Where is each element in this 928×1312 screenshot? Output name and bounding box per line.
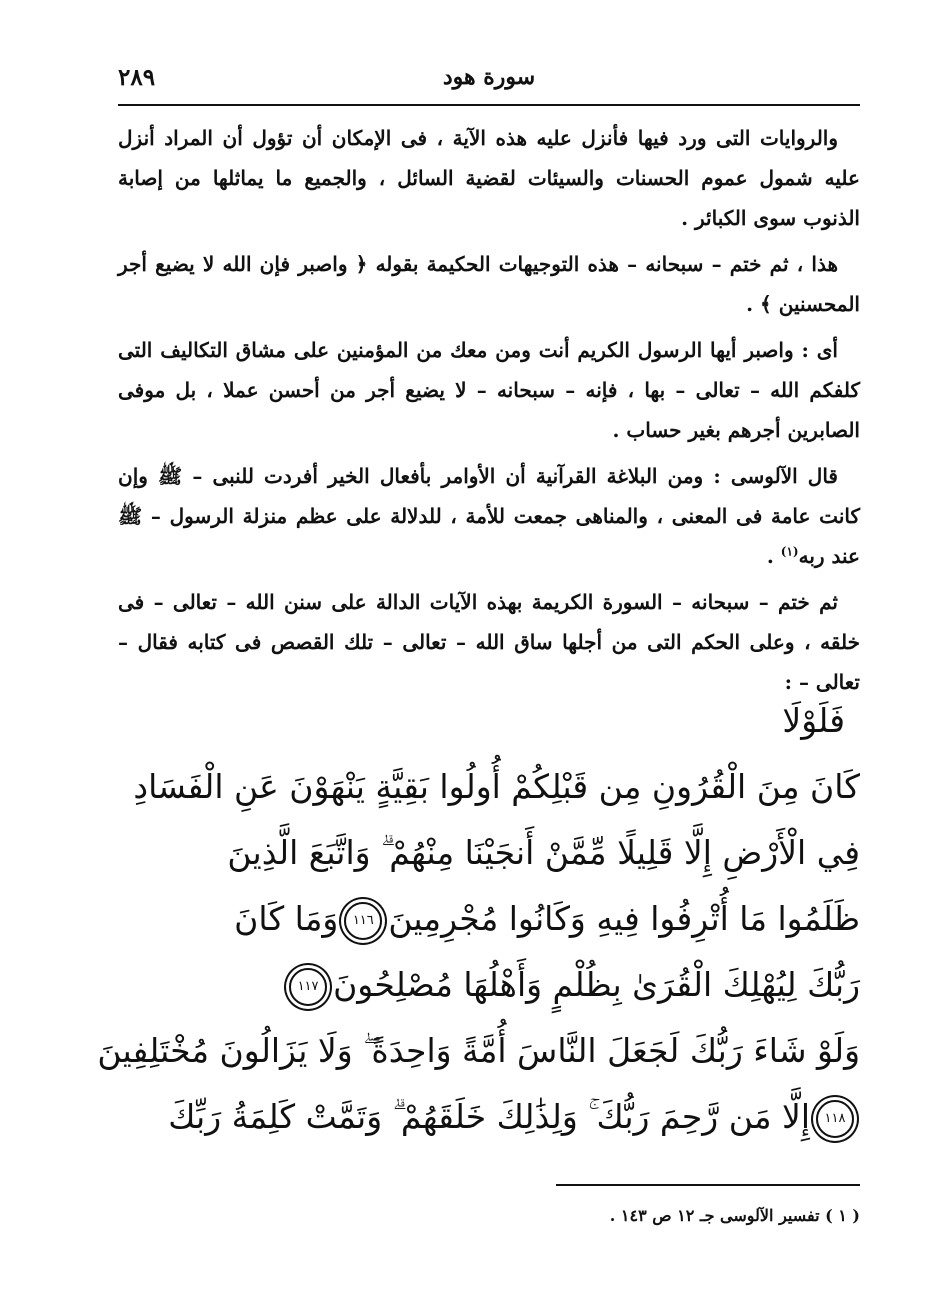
page-number: ٢٨٩ [118,64,156,91]
verse-text: وَمَا كَانَ [234,899,339,938]
verse-line: وَلَوْ شَاءَ رَبُّكَ لَجَعَلَ النَّاسَ أُمَّةً وَاحِدَةً ۖ وَلَا يَزَالُونَ مُخْتَلِفِينَ [97,1031,860,1070]
footnote-divider [556,1184,860,1186]
ayah-number-marker: ١١٧ [289,968,327,1006]
header-divider [118,104,860,106]
verse-line [160,952,860,1018]
paragraph-tail: . [766,544,781,568]
page-header [118,58,860,98]
footnote: ( ١ ) تفسير الآلوسى جـ ١٢ ص ١٤٣ . [609,1206,860,1225]
paragraph-text: هذا ، ثم ختم – سبحانه – هذه التوجيهات الحكيمة بقوله ﴿ واصبر فإن الله لا يضيع أجر المحسنين ﴾ . [118,252,860,316]
verse-line [160,886,860,952]
paragraph-text: ثم ختم – سبحانه – السورة الكريمة بهذه الآيات الدالة على سنن الله – تعالى – فى خلقه ، وعلى الحكم التى من أجلها ساق الله – تعالى – تلك القصص فى كتابه فقال – تعالى – : [118,590,860,694]
paragraph-text: أى : واصبر أيها الرسول الكريم أنت ومن معك من المؤمنين على مشاق التكاليف التى كلفكم الله – تعالى – بها ، فإنه – سبحانه – لا يضيع أجر من أحسن عملا ، بل موفى الصابرين أجرهم بغير حساب . [118,338,860,442]
paragraph [118,118,860,238]
running-title: سورة هود [442,64,536,90]
ayah-number-marker: ١١٨ [816,1100,854,1138]
verse-text: رَبُّكَ لِيُهْلِكَ الْقُرَىٰ بِظُلْمٍ وَأَهْلُهَا مُصْلِحُونَ [333,965,860,1004]
verse-line: فِي الْأَرْضِ إِلَّا قَلِيلًا مِّمَّنْ أَنجَيْنَا مِنْهُمْ ۗ وَاتَّبَعَ الَّذِينَ [227,833,860,872]
verse-line: كَانَ مِنَ الْقُرُونِ مِن قَبْلِكُمْ أُولُوا بَقِيَّةٍ يَنْهَوْنَ عَنِ الْفَسَادِ [133,767,860,806]
paragraph-text: والروايات التى ورد فيها فأنزل عليه هذه الآية ، فى الإمكان أن تؤول أن المراد أنزل عليه شمول عموم الحسنات والسيئات لقضية السائل ، والجميع ما يماثلها من إصابة الذنوب سوى الكبائر . [118,126,860,230]
paragraph-text: قال الآلوسى : ومن البلاغة القرآنية أن الأوامر بأفعال الخير أفردت للنبى – ﷺ وإن كانت عامة فى المعنى ، والمناهى جمعت للأمة ، للدلالة على عظم منزلة الرسول – ﷺ عند ربه [118,464,860,568]
verse-line [160,1084,860,1150]
verse-text: ظَلَمُوا مَا أُتْرِفُوا فِيهِ وَكَانُوا مُجْرِمِينَ [388,899,860,938]
paragraph [118,330,860,450]
quran-verses [97,688,860,1150]
paragraph [118,456,860,576]
verse-line: فَلَوْلَا [782,701,845,740]
paragraph [118,244,860,324]
body-text [118,118,860,708]
ayah-number-marker: ١١٦ [344,902,382,940]
verse-text: إِلَّا مَن رَّحِمَ رَبُّكَ ۚ وَلِذَٰلِكَ خَلَقَهُمْ ۗ وَتَمَّتْ كَلِمَةُ رَبِّكَ [168,1097,810,1136]
footnote-reference[interactable]: (١) [780,544,799,559]
paragraph [118,582,860,702]
